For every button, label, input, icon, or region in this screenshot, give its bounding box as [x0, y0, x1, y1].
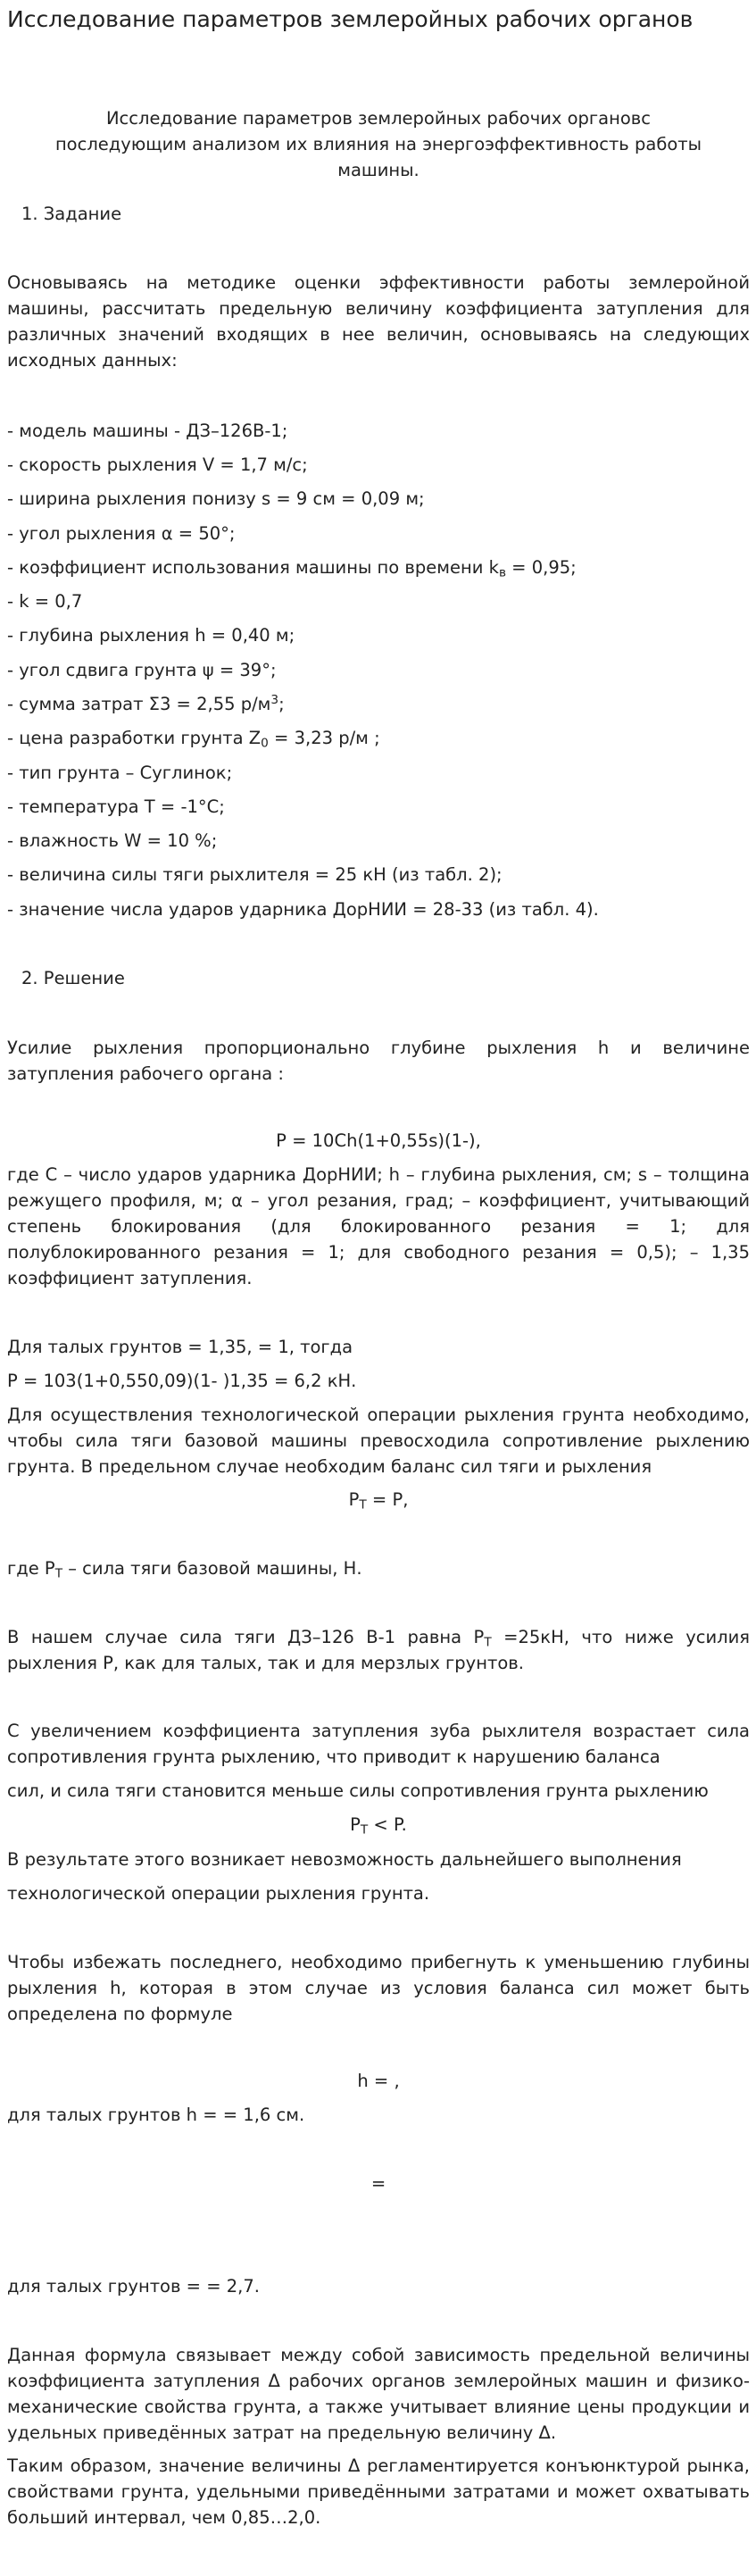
solution-paragraph-impossibility: В результате этого возникает невозможность дальнейшего выполнения — [7, 1849, 682, 1870]
solution-paragraph-traction-def — [7, 1555, 750, 1581]
formula-balance-subscript: Т — [359, 1497, 367, 1513]
solution-paragraph-our-case — [7, 1624, 750, 1676]
formula-inequality-subscript: Т — [360, 1822, 369, 1838]
input-item-k: - k = 0,7 — [7, 591, 83, 612]
input-item-impact-count: - значение числа ударов ударника ДорНИИ = 28-33 (из табл. 4). — [7, 899, 599, 920]
input-item-price — [7, 725, 750, 751]
traction-def-tail: – сила тяги базовой машины, Н. — [62, 1558, 362, 1579]
solution-paragraph-relation: Данная формула связывает между собой зависимость предельной величины коэффициента затупления Δ рабочих органов землеройных машин и физико-механические свойства грунта, а также учитывает влияние цены продукции и удельных приведённых затрат на предельную величину Δ. — [7, 2345, 750, 2443]
solution-depth-result: для талых грунтов h = = 1,6 см. — [7, 2105, 305, 2125]
input-item-traction-force: - величина силы тяги рыхлителя = 25 кН (из табл. 2); — [7, 864, 503, 885]
input-item-width: - ширина рыхления понизу s = 9 см = 0,09 м; — [7, 488, 425, 509]
input-item-temperature: - температура T = -1°С; — [7, 796, 225, 817]
solution-paragraph-conclusion: Таким образом, значение величины Δ регламентируется конъюнктурой рынка, свойствами грунта, удельными приведёнными затратами и может охватывать больший интервал, чем 0,85…2,0. — [7, 2455, 750, 2528]
solution-paragraph-balance: Для осуществления технологической операции рыхления грунта необходимо, чтобы сила тяги базовой машины превосходила сопротивление рыхлению грунта. В предельном случае необходим баланс сил тяги и рыхления — [7, 1405, 750, 1477]
cost-sum-superscript: 3 — [270, 693, 279, 708]
section-heading-task: 1. Задание — [21, 204, 122, 224]
cost-sum-label: - сумма затрат Σ3 = 2,55 р/м — [7, 694, 271, 714]
document-subtitle: Исследование параметров землеройных рабочих органовс последующим анализом их влияния на энергоэффективность работы машины. — [54, 108, 702, 180]
input-item-speed: - скорость рыхления V = 1,7 м/с; — [7, 454, 308, 475]
formula-limit-dulling: = — [370, 2173, 386, 2194]
solution-paragraph-definitions: где C – число ударов ударника ДорНИИ; h – глубина рыхления, см; s – толщина режущего профиля, м; α – угол резания, град; – коэффициент, учитывающий степень блокирования (для блокированного резания = 1; для полублокированного резания = 1; для свободного резания = 0,5); – 1,35 коэффициент затупления. — [7, 1164, 750, 1288]
usage-coefficient-label: - коэффициент использования машины по времени k — [7, 557, 499, 578]
our-case-subscript: Т — [484, 1635, 492, 1650]
solution-paragraph-1: Усилие рыхления пропорционально глубине рыхления h и величине затупления рабочего органа : — [7, 1038, 750, 1084]
our-case-tail: =25кН, что ниже усилия рыхления P, как для талых, так и для мерзлых грунтов. — [7, 1627, 751, 1673]
page-title: Исследование параметров землеройных рабочих органов — [7, 6, 694, 32]
formula-inequality-left: P — [350, 1814, 361, 1835]
price-subscript: 0 — [261, 736, 269, 751]
our-case-text: В нашем случае сила тяги ДЗ–126 В-1 равна P — [7, 1627, 485, 1647]
input-item-depth: - глубина рыхления h = 0,40 м; — [7, 625, 295, 646]
price-label: - цена разработки грунта Z — [7, 728, 262, 748]
section-heading-solution: 2. Решение — [21, 968, 125, 988]
solution-dulling-result: для талых грунтов = = 2,7. — [7, 2276, 260, 2297]
input-item-angle: - угол рыхления α = 50°; — [7, 523, 236, 544]
input-item-soil-type: - тип грунта – Суглинок; — [7, 763, 233, 783]
solution-paragraph-force-less: сил, и сила тяги становится меньше силы сопротивления грунта рыхлению — [7, 1780, 709, 1801]
formula-balance-left: P — [348, 1489, 360, 1510]
formula-inequality — [7, 1812, 750, 1838]
task-intro-paragraph: Основываясь на методике оценки эффективности работы землеройной машины, рассчитать предельную величину коэффициента затупления для различных значений входящих в нее величин, основываясь на следующих исходных данных: — [7, 272, 750, 371]
solution-paragraph-operation: технологической операции рыхления грунта. — [7, 1883, 430, 1904]
solution-paragraph-reduce-depth: Чтобы избежать последнего, необходимо прибегнуть к уменьшению глубины рыхления h, которая в этом случае из условия баланса сил может быть определена по формуле — [7, 1952, 750, 2024]
solution-calculation-result: P = 103(1+0,550,09)(1- )1,35 = 6,2 кН. — [7, 1371, 357, 1391]
traction-def-subscript: Т — [54, 1566, 63, 1581]
input-item-shear-angle: - угол сдвига грунта ψ = 39°; — [7, 660, 277, 680]
price-value: = 3,23 р/м ; — [268, 728, 380, 748]
formula-depth: h = , — [357, 2071, 400, 2091]
formula-rip-force: P = 10Ch(1+0,55s)(1-), — [276, 1130, 481, 1151]
input-item-humidity: - влажность W = 10 %; — [7, 830, 218, 851]
solution-paragraph-thawed-soils: Для талых грунтов = 1,35, = 1, тогда — [7, 1337, 353, 1357]
traction-def-text: где P — [7, 1558, 55, 1579]
solution-paragraph-dulling: С увеличением коэффициента затупления зуба рыхлителя возрастает сила сопротивления грунта рыхлению, что приводит к нарушению баланса — [7, 1721, 750, 1767]
input-item-cost-sum — [7, 691, 750, 717]
input-item-usage-coefficient — [7, 554, 750, 580]
formula-balance-right: = P, — [366, 1489, 409, 1510]
usage-coefficient-value: = 0,95; — [505, 557, 577, 578]
cost-sum-tail: ; — [278, 694, 285, 714]
usage-coefficient-subscript: в — [498, 565, 506, 580]
input-item-model: - модель машины - ДЗ–126В-1; — [7, 421, 288, 441]
formula-balance — [7, 1487, 750, 1513]
formula-inequality-right: < P. — [368, 1814, 407, 1835]
